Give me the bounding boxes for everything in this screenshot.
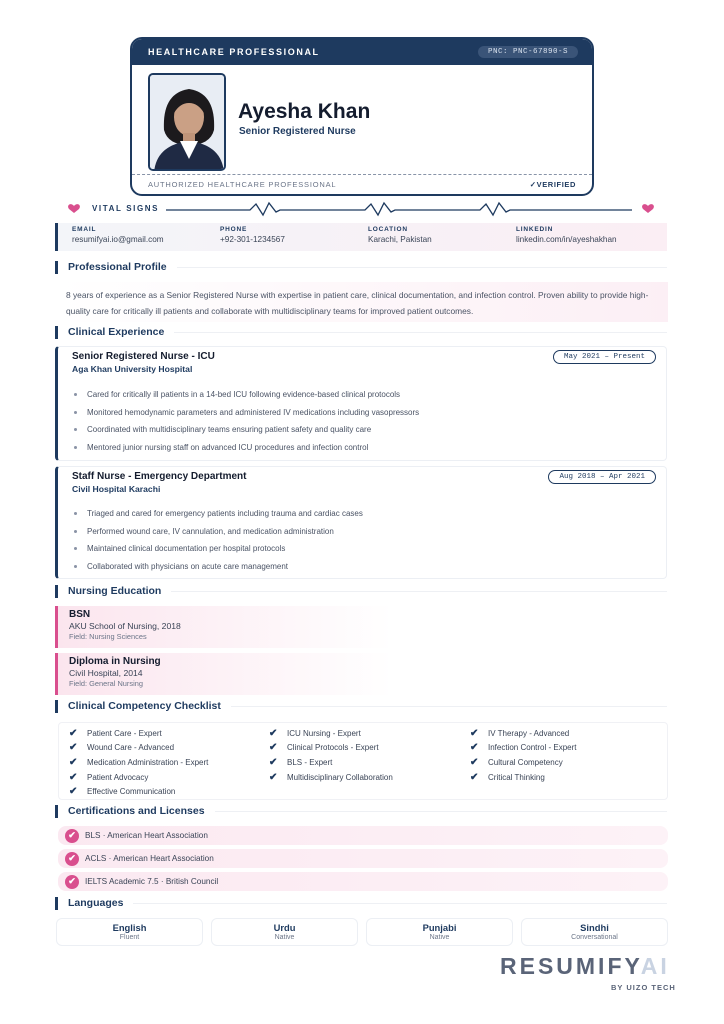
- checklist-item: [269, 755, 393, 770]
- language-name: Sindhi: [580, 922, 609, 933]
- checklist-item-label: Patient Advocacy: [87, 772, 149, 782]
- section-accent-bar: [55, 700, 58, 713]
- language-level: Fluent: [119, 934, 140, 941]
- authorized-label: AUTHORIZED HEALTHCARE PROFESSIONAL: [148, 180, 337, 189]
- checklist-item-label: IV Therapy - Advanced: [488, 728, 570, 738]
- section-title: Certifications and Licenses: [68, 805, 205, 817]
- check-circle-icon: ✔: [65, 852, 79, 866]
- education-entry: [55, 653, 667, 695]
- certification-item: [58, 849, 668, 868]
- checklist-item: [269, 741, 393, 756]
- section-rule: [133, 903, 667, 904]
- education-field: Field: General Nursing: [69, 679, 143, 688]
- check-icon: ✔: [69, 786, 78, 798]
- logo-wordmark: [500, 953, 670, 979]
- language-name: Urdu: [273, 922, 296, 933]
- section-title: Professional Profile: [68, 261, 167, 273]
- contact-phone: [220, 223, 368, 251]
- checklist-item-label: Multidisciplinary Collaboration: [287, 772, 393, 782]
- check-icon: ✔: [269, 742, 278, 754]
- language-name: English: [112, 922, 147, 933]
- contact-value[interactable]: linkedin.com/in/ayeshakhan: [516, 235, 617, 244]
- contact-linkedin: [516, 223, 664, 251]
- check-icon: ✔: [470, 742, 479, 754]
- certification-item: [58, 872, 668, 891]
- checklist-item: [470, 726, 576, 741]
- checklist-item: [69, 726, 208, 741]
- check-circle-icon: ✔: [65, 829, 79, 843]
- section-rule: [177, 267, 667, 268]
- job-date-badge: Aug 2018 – Apr 2021: [548, 470, 656, 484]
- language-level: Native: [274, 934, 295, 941]
- check-icon: ✔: [269, 727, 278, 739]
- section-rule: [215, 811, 667, 812]
- contact-location: [368, 223, 516, 251]
- job-bullet: Maintained clinical documentation per hospital protocols: [74, 540, 363, 558]
- profile-summary: 8 years of experience as a Senior Registered Nurse with expertise in patient care, clinical documentation, and infection control. Proven ability to provide high-quality care for critically ill patients and collaborate with multidisciplinary teams for improved patient outcomes.: [58, 282, 668, 322]
- checklist-item: [269, 726, 393, 741]
- education-school: AKU School of Nursing, 2018: [69, 621, 181, 631]
- checklist-column: [269, 726, 393, 784]
- section-title: Nursing Education: [68, 585, 162, 597]
- checklist-item: [269, 770, 393, 785]
- section-accent-bar: [55, 585, 58, 598]
- check-icon: ✔: [69, 727, 78, 739]
- job-bullet: Performed wound care, IV cannulation, and medication administration: [74, 523, 363, 541]
- checklist-item-label: ICU Nursing - Expert: [287, 728, 361, 738]
- job-employer: Aga Khan University Hospital: [72, 364, 193, 374]
- profile-photo: [148, 73, 226, 171]
- check-circle-icon: ✔: [65, 875, 79, 889]
- contact-value: Karachi, Pakistan: [368, 235, 432, 244]
- check-icon: ✔: [470, 727, 479, 739]
- check-icon: ✔: [269, 771, 278, 783]
- job-bullets: [74, 386, 419, 456]
- job-entry: [55, 466, 667, 579]
- section-header-certifications: [55, 804, 667, 818]
- checklist-item-label: Cultural Competency: [488, 757, 563, 767]
- job-bullets: [74, 505, 363, 575]
- contact-value[interactable]: resumifyai.io@gmail.com: [72, 235, 164, 244]
- checklist-item-label: Clinical Protocols - Expert: [287, 743, 379, 753]
- job-title: Staff Nurse - Emergency Department: [72, 471, 247, 482]
- certification-label: ACLS · American Heart Association: [85, 854, 214, 863]
- checklist-item: [470, 741, 576, 756]
- section-rule: [171, 591, 667, 592]
- section-title: Clinical Experience: [68, 326, 165, 338]
- contact-email: [72, 223, 220, 251]
- job-bullet: Coordinated with multidisciplinary teams ensuring patient safety and quality care: [74, 421, 419, 439]
- check-icon: ✔: [69, 756, 78, 768]
- checklist-item: [69, 784, 208, 799]
- check-icon: ✔: [470, 771, 479, 783]
- checklist-item-label: Infection Control - Expert: [488, 743, 577, 753]
- contact-label: EMAIL: [72, 226, 97, 233]
- language-card: [56, 918, 203, 946]
- id-card-header-title: HEALTHCARE PROFESSIONAL: [148, 47, 320, 57]
- language-card: [366, 918, 513, 946]
- checklist-item-label: Medication Administration - Expert: [87, 757, 209, 767]
- contact-label: LOCATION: [368, 226, 408, 233]
- education-degree: Diploma in Nursing: [69, 656, 161, 667]
- contact-bar: [55, 223, 667, 251]
- job-bullet: Cared for critically ill patients in a 14-bed ICU following evidence-based clinical protocols: [74, 386, 419, 404]
- checklist-item-label: BLS - Expert: [287, 757, 333, 767]
- section-header-languages: [55, 896, 667, 910]
- job-bullet: Mentored junior nursing staff on advanced ICU procedures and infection control: [74, 439, 419, 457]
- checklist-item-label: Wound Care - Advanced: [87, 743, 175, 753]
- checklist-item: [470, 755, 576, 770]
- vital-signs-label: VITAL SIGNS: [92, 204, 160, 213]
- id-card-footer: [132, 174, 592, 194]
- section-rule: [174, 332, 667, 333]
- professional-id-badge: PNC: PNC-67890-S: [478, 46, 578, 58]
- education-degree: BSN: [69, 609, 91, 620]
- section-header-profile: [55, 260, 667, 274]
- language-level: Conversational: [571, 934, 618, 941]
- language-card: [211, 918, 358, 946]
- check-icon: ✔: [470, 756, 479, 768]
- logo-ai: AI: [640, 953, 670, 979]
- heart-icon: [68, 204, 80, 213]
- heartbeat-line: [166, 203, 632, 215]
- section-header-checklist: [55, 699, 667, 713]
- section-header-education: [55, 584, 667, 598]
- checklist-item: [69, 755, 208, 770]
- section-title: Languages: [68, 897, 124, 909]
- check-icon: ✔: [69, 771, 78, 783]
- id-card-header: [132, 39, 592, 65]
- resumifyai-logo: [500, 953, 676, 992]
- job-entry: [55, 346, 667, 461]
- logo-byline: BY UIZO TECH: [611, 983, 676, 992]
- section-accent-bar: [55, 261, 58, 274]
- education-field: Field: Nursing Sciences: [69, 632, 147, 641]
- section-title: Clinical Competency Checklist: [68, 700, 221, 712]
- certification-label: IELTS Academic 7.5 · British Council: [85, 877, 219, 886]
- verified-badge: ✓VERIFIED: [529, 180, 576, 189]
- job-bullet: Monitored hemodynamic parameters and administered IV medications including vasopressors: [74, 404, 419, 422]
- vital-signs-divider: [60, 200, 660, 220]
- heart-icon: [642, 204, 654, 213]
- id-card: [130, 37, 594, 196]
- contact-label: LINKEDIN: [516, 226, 554, 233]
- certification-label: BLS · American Heart Association: [85, 831, 208, 840]
- certification-item: [58, 826, 668, 845]
- job-employer: Civil Hospital Karachi: [72, 484, 161, 494]
- section-rule: [231, 706, 667, 707]
- candidate-title: Senior Registered Nurse: [239, 126, 356, 137]
- job-date-badge: May 2021 – Present: [553, 350, 656, 364]
- language-name: Punjabi: [422, 922, 457, 933]
- checklist-item-label: Patient Care - Expert: [87, 728, 162, 738]
- education-entry: [55, 606, 667, 648]
- language-card: [521, 918, 668, 946]
- job-bullet: Collaborated with physicians on acute care management: [74, 558, 363, 576]
- checklist-item-label: Effective Communication: [87, 787, 176, 797]
- check-icon: ✔: [69, 742, 78, 754]
- logo-main: RESUMIFY: [500, 953, 641, 979]
- contact-label: PHONE: [220, 226, 248, 233]
- section-accent-bar: [55, 326, 58, 339]
- language-level: Native: [429, 934, 450, 941]
- checklist-item: [69, 770, 208, 785]
- candidate-name: Ayesha Khan: [238, 100, 371, 123]
- section-accent-bar: [55, 805, 58, 818]
- checklist-item: [69, 741, 208, 756]
- section-header-experience: [55, 325, 667, 339]
- check-icon: ✔: [269, 756, 278, 768]
- section-accent-bar: [55, 897, 58, 910]
- checklist-item-label: Critical Thinking: [488, 772, 545, 782]
- competency-checklist: [58, 722, 668, 800]
- job-bullet: Triaged and cared for emergency patients including trauma and cardiac cases: [74, 505, 363, 523]
- checklist-column: [470, 726, 576, 784]
- contact-value: +92-301-1234567: [220, 235, 285, 244]
- job-title: Senior Registered Nurse - ICU: [72, 351, 215, 362]
- checklist-item: [470, 770, 576, 785]
- education-school: Civil Hospital, 2014: [69, 668, 143, 678]
- checklist-column: [69, 726, 208, 799]
